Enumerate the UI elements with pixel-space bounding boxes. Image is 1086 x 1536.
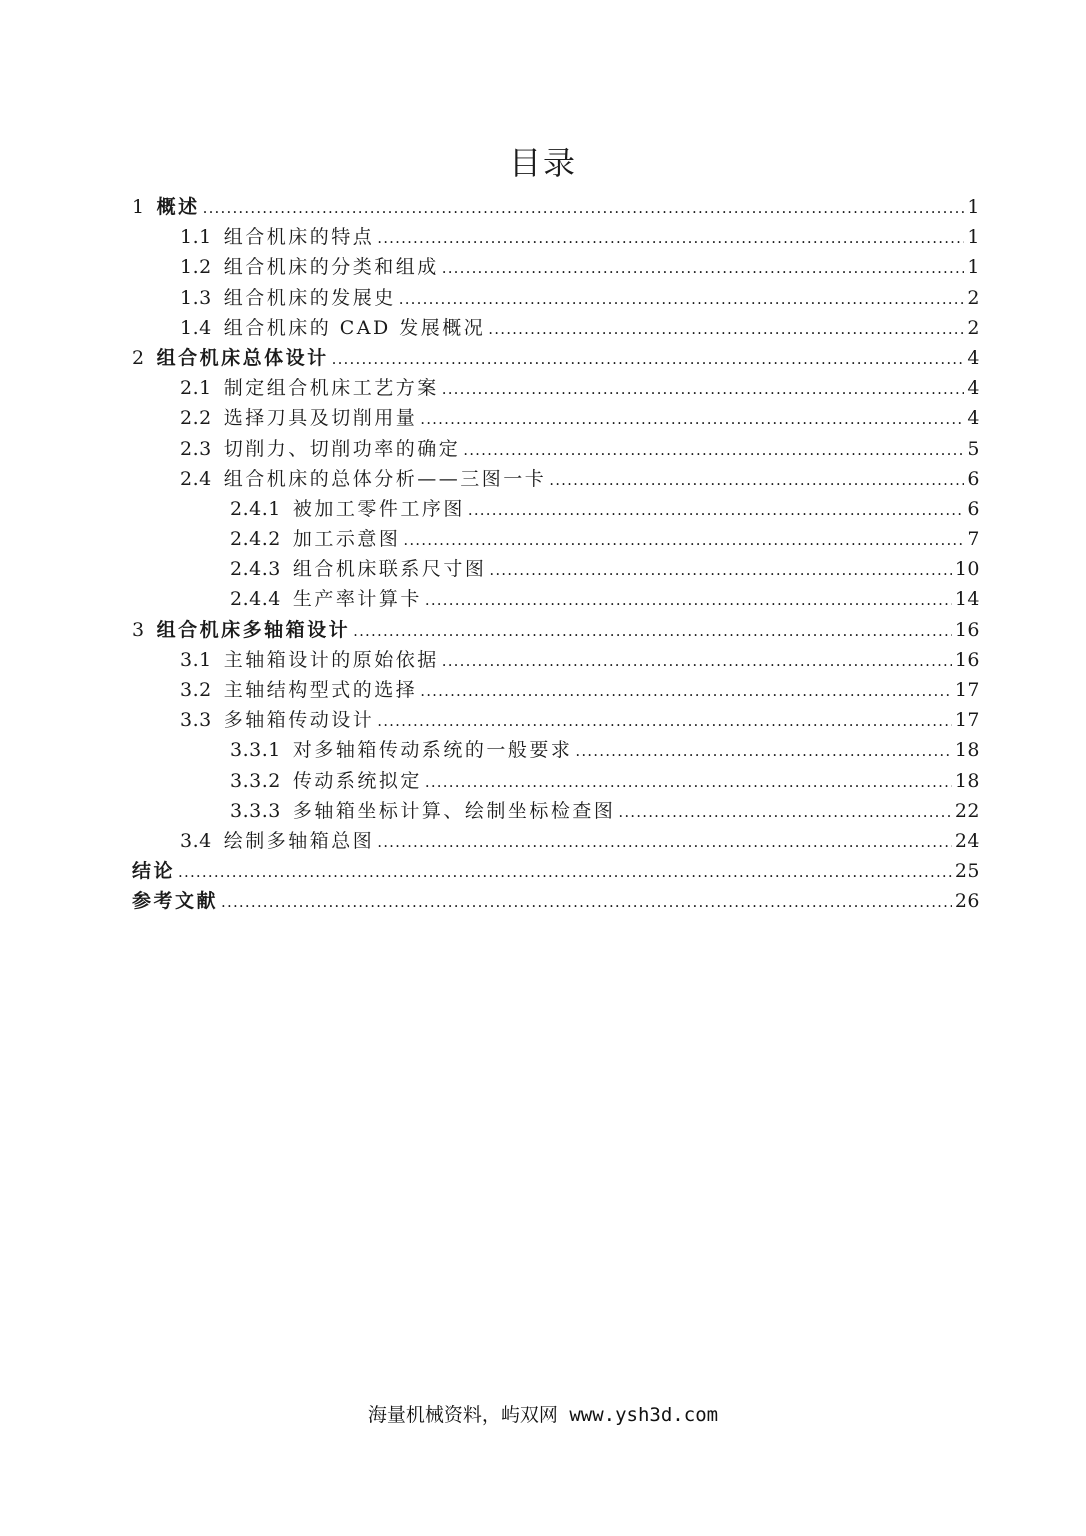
toc-entry-page-number: 6: [967, 497, 980, 520]
toc-entry[interactable]: [132, 192, 980, 222]
toc-dot-leader: [468, 495, 965, 525]
toc-dot-leader: [377, 223, 964, 253]
toc-dot-leader: [575, 736, 951, 766]
toc-entry[interactable]: [132, 886, 980, 916]
toc-entry[interactable]: [132, 222, 980, 252]
toc-entry-number: 1.1: [180, 226, 212, 249]
toc-entry-page-number: 2: [967, 286, 980, 309]
toc-dot-leader: [377, 827, 952, 857]
toc-entry-number: 3.3.1: [230, 739, 281, 762]
toc-dot-leader: [489, 555, 951, 585]
toc-entry[interactable]: [132, 796, 980, 826]
toc-dot-leader: [203, 193, 965, 223]
toc-dot-leader: [488, 314, 964, 344]
toc-entry-page-number: 17: [954, 709, 980, 732]
toc-entry-number: 3.1: [180, 648, 212, 671]
toc-entry-title: 组合机床总体设计: [156, 346, 329, 369]
toc-entry-title: 多轴箱传动设计: [223, 709, 375, 732]
toc-entry-number: 2: [132, 346, 145, 369]
toc-entry[interactable]: [132, 434, 980, 464]
toc-entry[interactable]: [132, 645, 980, 675]
toc-entry-page-number: 14: [954, 588, 980, 611]
toc-entry-number: 2.4.2: [230, 528, 281, 551]
toc-entry-page-number: 4: [967, 346, 980, 369]
toc-entry-title: 组合机床的发展史: [223, 286, 396, 309]
toc-dot-leader: [377, 706, 952, 736]
toc-entry-number: 1.2: [180, 256, 212, 279]
toc-entry-number: 2.4.4: [230, 588, 281, 611]
toc-entry-page-number: 18: [954, 769, 980, 792]
toc-dot-leader: [425, 767, 952, 797]
toc-dot-leader: [442, 374, 965, 404]
toc-entry-title: 绘制多轴箱总图: [223, 829, 375, 852]
toc-entry[interactable]: [132, 313, 980, 343]
toc-entry-title: 选择刀具及切削用量: [223, 407, 418, 430]
toc-entry[interactable]: [132, 675, 980, 705]
toc-entry-number: 3: [132, 618, 145, 641]
toc-entry-title: 概述: [156, 196, 200, 218]
toc-entry-title: 制定组合机床工艺方案: [223, 377, 439, 400]
toc-entry[interactable]: [132, 826, 980, 856]
toc-dot-leader: [403, 525, 964, 555]
toc-entry-page-number: 6: [967, 467, 980, 490]
toc-entry-title: 组合机床的分类和组成: [223, 256, 439, 279]
toc-entry-page-number: 26: [954, 890, 980, 913]
toc-entry-title: 主轴结构型式的选择: [223, 679, 418, 701]
toc-entry-title: 对多轴箱传动系统的一般要求: [292, 739, 573, 762]
toc-entry-title: 组合机床的特点: [223, 226, 375, 249]
toc-entry[interactable]: [132, 554, 980, 584]
toc-entry-number: 1.3: [180, 286, 212, 309]
toc-entry-number: 2.1: [180, 377, 212, 400]
toc-dot-leader: [420, 404, 964, 434]
toc-dot-leader: [420, 676, 952, 706]
toc-entry-number: 2.4: [180, 467, 212, 490]
toc-entry-page-number: 1: [967, 256, 980, 279]
toc-entry-number: 3.3.3: [230, 799, 281, 822]
toc-entry-page-number: 16: [954, 618, 980, 641]
toc-entry-page-number: 4: [967, 377, 980, 400]
toc-entry-page-number: 17: [954, 679, 980, 701]
toc-entry-number: 3.4: [180, 829, 212, 852]
toc-entry-title: 被加工零件工序图: [292, 497, 465, 520]
toc-entry-page-number: 1: [967, 196, 980, 218]
toc-entry-title: 加工示意图: [292, 528, 401, 551]
toc-entry[interactable]: [132, 494, 980, 524]
toc-entry-number: 3.3: [180, 709, 212, 732]
toc-entry[interactable]: [132, 252, 980, 282]
toc-dot-leader: [221, 887, 952, 917]
toc-entry-page-number: 7: [967, 528, 980, 551]
toc-entry-title: 切削力、切削功率的确定: [223, 437, 461, 460]
toc-dot-leader: [399, 284, 965, 314]
toc-dot-leader: [353, 616, 952, 646]
toc-dot-leader: [442, 253, 965, 283]
toc-entry-number: 3.3.2: [230, 769, 281, 792]
toc-entry[interactable]: [132, 856, 980, 886]
toc-entry-page-number: 24: [954, 829, 980, 852]
toc-entry-title: 组合机床联系尺寸图: [292, 558, 487, 581]
toc-entry-title: 生产率计算卡: [292, 588, 422, 611]
toc-entry-page-number: 2: [967, 316, 980, 339]
toc-entry-title: 组合机床的总体分析——三图一卡: [223, 467, 547, 490]
toc-entry[interactable]: [132, 766, 980, 796]
toc-entry[interactable]: [132, 705, 980, 735]
toc-entry-page-number: 4: [967, 407, 980, 430]
toc-entry-number: 2.3: [180, 437, 212, 460]
toc-dot-leader: [463, 435, 964, 465]
toc-dot-leader: [425, 585, 952, 615]
toc-entry-title: 主轴箱设计的原始依据: [223, 648, 439, 671]
toc-entry-number: 2.4.1: [230, 497, 281, 520]
toc-entry-title: 多轴箱坐标计算、绘制坐标检查图: [292, 799, 616, 822]
toc-entry-number: 2.2: [180, 407, 212, 430]
toc-entry[interactable]: [132, 524, 980, 554]
toc-entry-number: 1.4: [180, 316, 212, 339]
toc-entry[interactable]: [132, 464, 980, 494]
toc-entry-title: 传动系统拟定: [292, 769, 422, 792]
toc-entry[interactable]: [132, 283, 980, 313]
toc-entry[interactable]: [132, 584, 980, 614]
toc-entry-title: 结论: [132, 860, 176, 883]
toc-dot-leader: [332, 344, 965, 374]
toc-dot-leader: [178, 857, 952, 887]
toc-entry-page-number: 1: [967, 226, 980, 249]
toc-entry-page-number: 5: [967, 437, 980, 460]
toc-entry[interactable]: [132, 403, 980, 433]
footer-text: 海量机械资料，屿双网 www.ysh3d.com: [367, 1404, 719, 1426]
toc-dot-leader: [549, 465, 964, 495]
toc-entry-title: 组合机床的 CAD 发展概况: [223, 316, 486, 339]
toc-entry-number: 3.2: [180, 679, 212, 701]
toc-entry-page-number: 22: [954, 799, 980, 822]
toc-entry[interactable]: [132, 735, 980, 765]
toc-entry-title: 参考文献: [132, 890, 219, 913]
page-title: 目录: [508, 144, 577, 182]
table-of-contents: [132, 192, 980, 917]
toc-entry-page-number: 18: [954, 739, 980, 762]
toc-dot-leader: [618, 797, 951, 827]
toc-entry[interactable]: [132, 373, 980, 403]
toc-entry-number: 2.4.3: [230, 558, 281, 581]
toc-dot-leader: [442, 646, 952, 676]
toc-entry[interactable]: [132, 615, 980, 645]
toc-entry[interactable]: [132, 343, 980, 373]
toc-entry-page-number: 25: [954, 860, 980, 883]
toc-entry-page-number: 10: [954, 558, 980, 581]
toc-entry-page-number: 16: [954, 648, 980, 671]
toc-entry-title: 组合机床多轴箱设计: [156, 618, 351, 641]
toc-entry-number: 1: [132, 196, 145, 218]
